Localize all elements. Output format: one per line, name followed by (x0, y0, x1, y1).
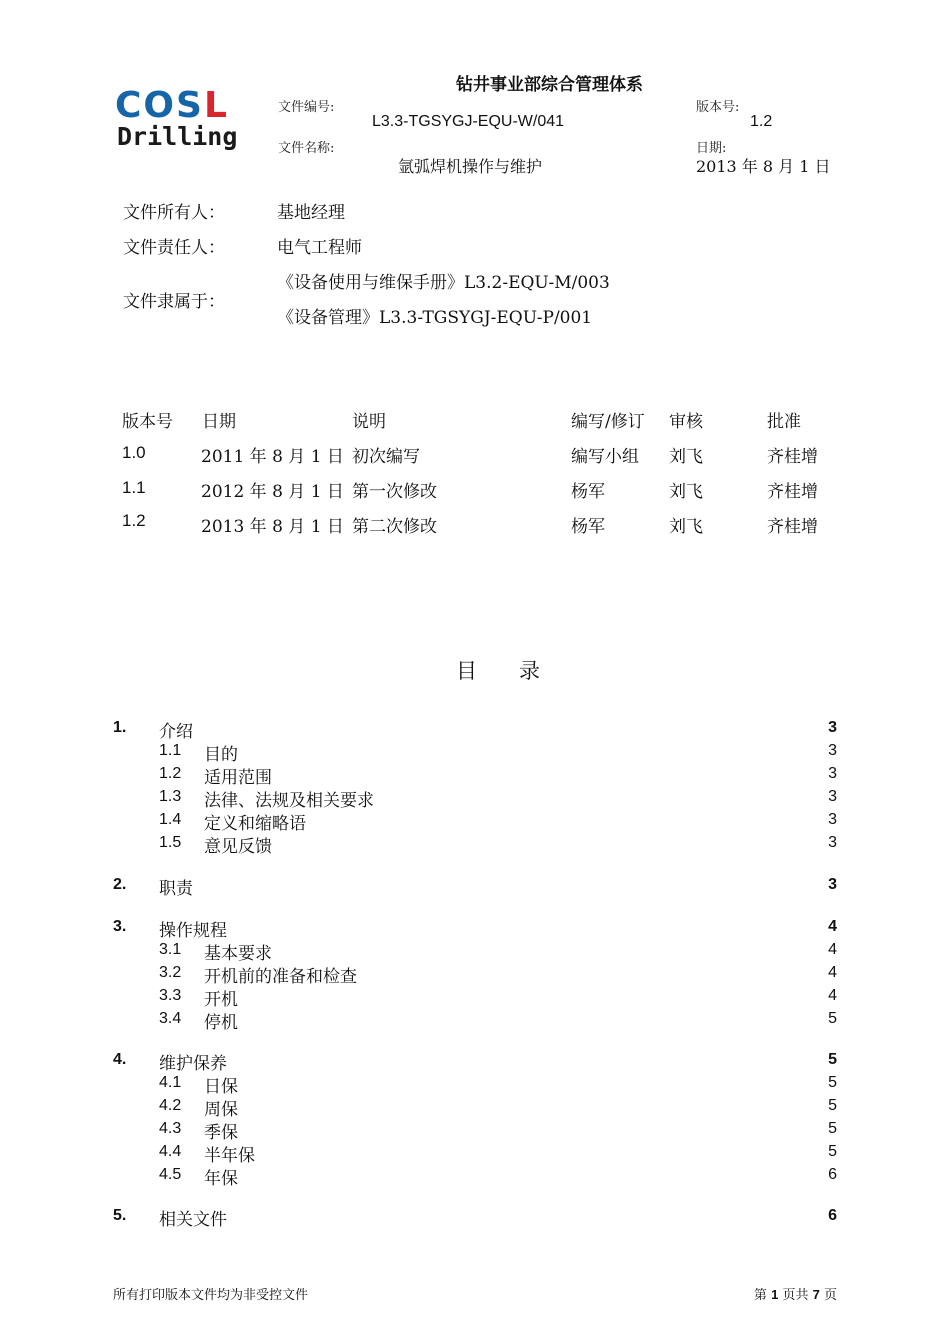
toc-entry-title: 意见反馈 (204, 837, 272, 857)
date-label: 日期: (696, 141, 727, 156)
toc-section-page: 5 (828, 1051, 837, 1068)
toc-section-title: 操作规程 (159, 921, 227, 941)
rev-version: 1.2 (122, 511, 146, 530)
toc-entry-title: 停机 (204, 1013, 238, 1033)
toc-section-number: 4. (113, 1051, 127, 1068)
rev-header-approve: 批准 (767, 412, 801, 432)
rev-reviewer: 刘飞 (669, 482, 703, 502)
toc-entry-title: 目的 (204, 745, 238, 765)
owner-label: 文件所有人： (123, 203, 225, 223)
rev-reviewer: 刘飞 (669, 517, 703, 537)
rev-author: 杨军 (571, 517, 605, 537)
rev-header-version: 版本号 (122, 412, 173, 432)
toc-entry-page: 5 (828, 1010, 837, 1027)
toc-entry-title: 适用范围 (204, 768, 272, 788)
rev-author: 编写小组 (571, 447, 639, 467)
toc-entry-number: 3.3 (159, 987, 182, 1004)
toc-entry-title: 日保 (204, 1077, 238, 1097)
cosl-drilling-logo (115, 85, 260, 154)
toc-entry-number: 3.4 (159, 1010, 182, 1027)
belongs-value-1: 《设备使用与维保手册》L3.2-EQU-M/003 (277, 273, 610, 293)
owner-value: 基地经理 (277, 203, 345, 223)
doc-no-value: L3.3-TGSYGJ-EQU-W/041 (372, 113, 565, 130)
toc-entry-page: 4 (828, 964, 837, 981)
toc-section-page: 6 (828, 1207, 837, 1224)
responsible-value: 电气工程师 (277, 238, 362, 258)
rev-header-desc: 说明 (352, 412, 386, 432)
toc-section-number: 2. (113, 876, 127, 893)
belongs-value-2: 《设备管理》L3.3-TGSYGJ-EQU-P/001 (277, 308, 593, 328)
footer-page-indicator: 第 1 页共 7 页 (753, 1287, 837, 1303)
toc-section-number: 3. (113, 918, 127, 935)
rev-header-author: 编写/修订 (571, 412, 645, 432)
doc-name-label: 文件名称: (278, 141, 335, 156)
rev-desc: 第一次修改 (352, 482, 437, 502)
rev-header-review: 审核 (669, 412, 703, 432)
date-value: 2013 年 8 月 1 日 (696, 157, 831, 176)
toc-entry-title: 开机 (204, 990, 238, 1010)
toc-entry-title: 周保 (204, 1100, 238, 1120)
rev-approver: 齐桂增 (767, 447, 818, 467)
rev-date: 2011 年 8 月 1 日 (201, 447, 344, 467)
toc-section-page: 4 (828, 918, 837, 935)
rev-date: 2012 年 8 月 1 日 (201, 482, 344, 502)
toc-entry-number: 1.2 (159, 765, 182, 782)
toc-title: 目 录 (456, 659, 540, 683)
toc-entry-number: 4.3 (159, 1120, 182, 1137)
rev-author: 杨军 (571, 482, 605, 502)
doc-name-value: 氩弧焊机操作与维护 (398, 157, 543, 176)
toc-entry-title: 季保 (204, 1123, 238, 1143)
rev-approver: 齐桂增 (767, 517, 818, 537)
toc-entry-page: 4 (828, 941, 837, 958)
toc-entry-page: 5 (828, 1120, 837, 1137)
toc-section-title: 介绍 (159, 722, 193, 742)
toc-entry-number: 3.2 (159, 964, 182, 981)
toc-entry-number: 1.1 (159, 742, 182, 759)
toc-entry-page: 4 (828, 987, 837, 1004)
logo-drilling-text: Drilling (117, 122, 238, 151)
rev-desc: 第二次修改 (352, 517, 437, 537)
toc-entry-number: 1.3 (159, 788, 182, 805)
toc-entry-title: 法律、法规及相关要求 (204, 791, 374, 811)
toc-section-page: 3 (828, 876, 837, 893)
rev-header-date: 日期 (202, 412, 236, 432)
logo-cosl-text: COSL (115, 85, 229, 126)
responsible-label: 文件责任人： (123, 238, 225, 258)
version-value: 1.2 (750, 113, 773, 130)
toc-entry-page: 3 (828, 765, 837, 782)
toc-entry-page: 3 (828, 742, 837, 759)
toc-section-title: 相关文件 (159, 1210, 227, 1230)
toc-entry-page: 5 (828, 1143, 837, 1160)
toc-entry-number: 4.1 (159, 1074, 182, 1091)
toc-entry-number: 3.1 (159, 941, 182, 958)
toc-entry-page: 3 (828, 788, 837, 805)
toc-entry-number: 1.4 (159, 811, 182, 828)
org-title: 钻井事业部综合管理体系 (456, 75, 643, 95)
toc-entry-page: 3 (828, 834, 837, 851)
rev-approver: 齐桂增 (767, 482, 818, 502)
toc-entry-title: 年保 (204, 1169, 238, 1189)
toc-entry-title: 定义和缩略语 (204, 814, 306, 834)
toc-section-title: 职责 (159, 879, 193, 899)
toc-section-number: 1. (113, 719, 127, 736)
toc-section-page: 3 (828, 719, 837, 736)
rev-desc: 初次编写 (352, 447, 420, 467)
toc-entry-page: 3 (828, 811, 837, 828)
toc-entry-title: 基本要求 (204, 944, 272, 964)
rev-reviewer: 刘飞 (669, 447, 703, 467)
toc-section-number: 5. (113, 1207, 127, 1224)
toc-section-title: 维护保养 (159, 1054, 227, 1074)
toc-entry-title: 半年保 (204, 1146, 255, 1166)
toc-entry-number: 4.4 (159, 1143, 182, 1160)
toc-entry-page: 5 (828, 1074, 837, 1091)
belongs-label: 文件隶属于： (123, 292, 225, 312)
toc-entry-number: 4.2 (159, 1097, 182, 1114)
toc-entry-page: 6 (828, 1166, 837, 1183)
rev-version: 1.1 (122, 478, 146, 497)
toc-entry-number: 4.5 (159, 1166, 182, 1183)
rev-version: 1.0 (122, 443, 146, 462)
toc-entry-title: 开机前的准备和检查 (204, 967, 357, 987)
footer-uncontrolled-notice: 所有打印版本文件均为非受控文件 (113, 1288, 309, 1303)
rev-date: 2013 年 8 月 1 日 (201, 517, 344, 537)
version-label: 版本号: (696, 100, 740, 115)
doc-no-label: 文件编号: (278, 100, 335, 115)
toc-entry-page: 5 (828, 1097, 837, 1114)
toc-entry-number: 1.5 (159, 834, 182, 851)
